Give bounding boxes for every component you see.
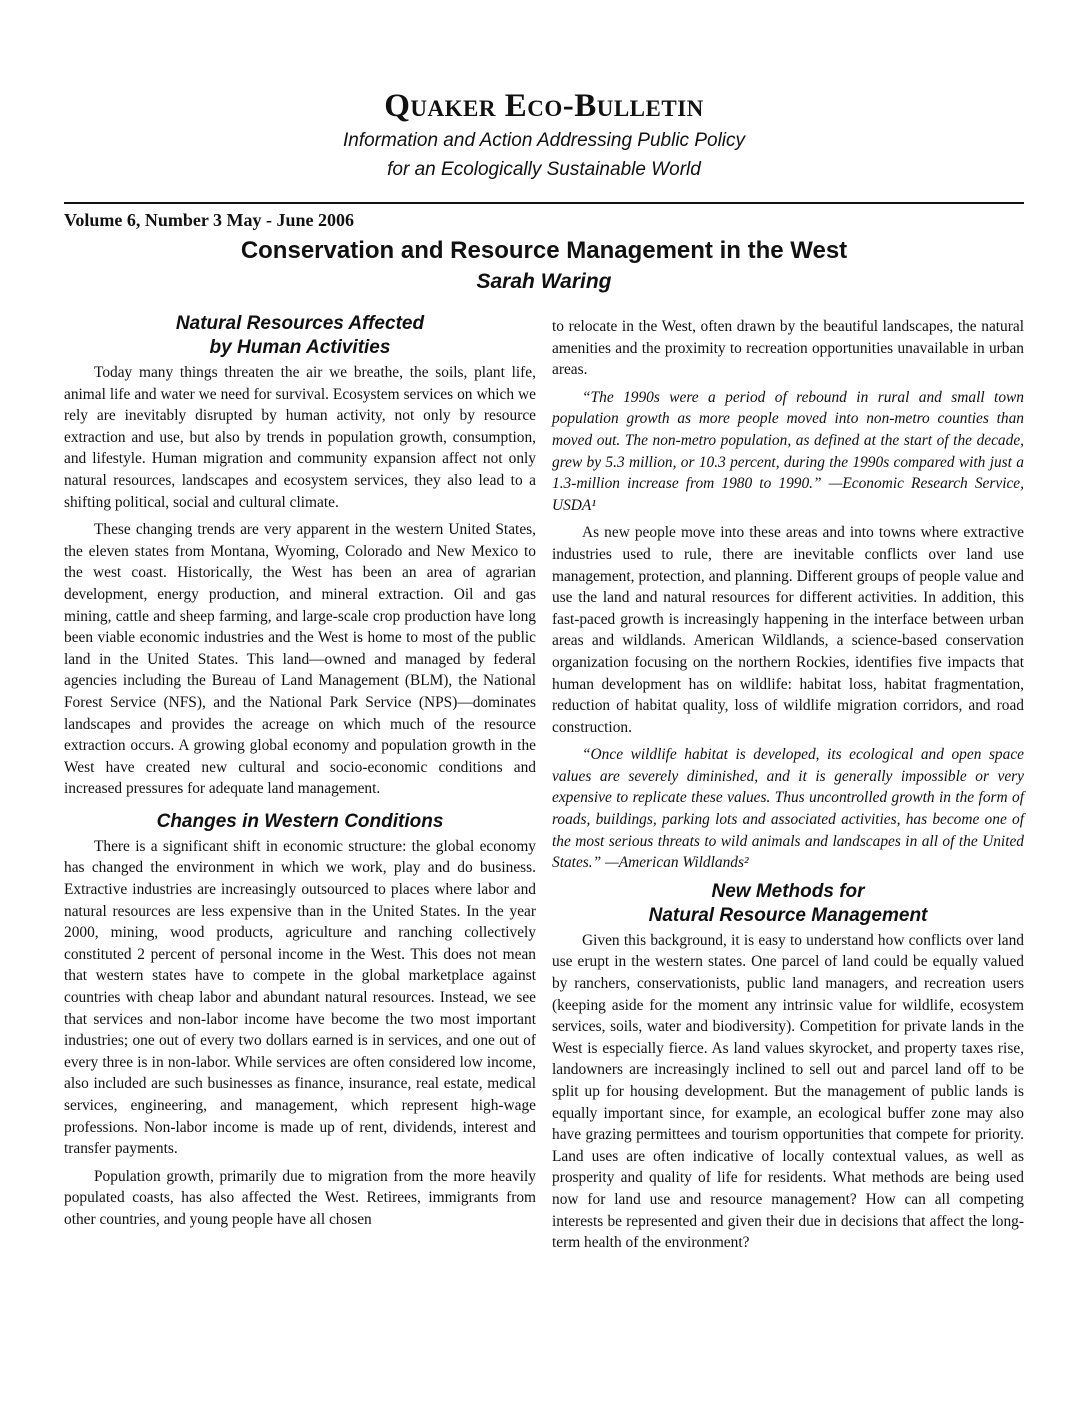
heading-line: by Human Activities (209, 337, 391, 358)
paragraph: There is a significant shift in economic structure: the global economy has changed the environment in which we work, play and do business. Extractive industries are increasingly outsourced to places where labor and natural resources are less expensive than in the United States. In the year 2000, mining, wood products, agriculture and ranching collectively constituted 2 percent of personal income in the West. This does not mean that western states have to compete in the global marketplace against countries with cheap labor and abundant natural resources. Instead, we see that services and non-labor income have become the two most important industries; one out of every two dollars earned is in services, and one out of every three is in non-labor. While services are often considered low income, also included are such businesses as finance, insurance, real estate, medical services, engineering, and management, which represent high-wage professions. Non-labor income is made up of rent, dividends, interest and transfer payments. (64, 837, 536, 1158)
paragraph: Today many things threaten the air we breathe, the soils, plant life, animal life and water we need for survival. Ecosystem services on which we rely are inevitably disrupted by human activity, not only by resource extraction and use, but also by trends in population growth, consumption, and lifestyle. Human migration and community expansion affect not only natural resources, landscapes and ecosystem services, they also lead to a shifting political, social and cultural climate. (64, 364, 536, 511)
newsletter-subtitle-line2: for an Ecologically Sustainable World (387, 159, 701, 180)
section-heading-new-methods (552, 880, 1024, 928)
article-author: Sarah Waring (476, 270, 612, 293)
section-heading-western-conditions: Changes in Western Conditions (156, 810, 444, 832)
paragraph: These changing trends are very apparent in the western United States, the eleven states from Montana, Wyoming, Colorado and New Mexico to the west coast. Historically, the West has been an area of agrarian development, energy production, and mineral extraction. Oil and gas mining, cattle and sheep farming, and large-scale crop production have long been viable economic industries and the West is home to most of the public land in the United States. This land—owned and managed by federal agencies including the Bureau of Land Management (BLM), the National Forest Service (NFS), and the National Park Service (NPS)—dominates landscapes and provides the acreage on which much of the resource extraction occurs. A growing global economy and population growth in the West have created new cultural and socio-economic conditions and increased pressures for adequate land management. (64, 521, 536, 798)
section-heading-natural-resources (64, 312, 536, 360)
masthead (0, 86, 1088, 184)
paragraph: Given this background, it is easy to understand how conflicts over land use erupt in the western states. One parcel of land could be equally valued by ranchers, conservationists, public land managers, and recreation users (keeping aside for the moment any intrinsic value for wildlife, ecosystem services, soils, water and biodiversity). Competition for private lands in the West is especially fierce. As land values skyrocket, and property taxes rise, landowners are increasingly inclined to sell out and parcel land off to be split up for housing development. But the management of public lands is equally important since, for example, an ecological buffer zone may also have grazing permittees and tourism opportunities that compete for priority. Land uses are often indicative of locally contextual values, as well as prosperity and quality of life for residents. What methods are being used now for land use and resource management? How can all competing interests be represented and given their due in decisions that affect the long-term health of the environment? (552, 931, 1024, 1252)
heading-line: New Methods for (711, 880, 865, 902)
masthead-divider (64, 202, 1024, 204)
heading-line: Natural Resource Management (648, 904, 928, 926)
block-quote-american-wildlands: “Once wildlife habitat is developed, its ecological and open space values are severely diminished, and it is generally impossible or very expensive to replicate these values. Thus uncontrolled growth in the form of roads, buildings, parking lots and associated activities, has become one of the most serious threats to wild animals and landscapes in all of the United States.” —American Wildlands² (552, 746, 1024, 872)
issue-info: Volume 6, Number 3 May - June 2006 (64, 210, 355, 230)
article-title: Conservation and Resource Management in the West (240, 237, 848, 264)
newsletter-subtitle-line1: Information and Action Addressing Public Policy (342, 130, 746, 151)
right-column (552, 316, 1024, 1260)
paragraph: As new people move into these areas and into towns where extractive industries used to rule, there are inevitable conflicts over land use management, protection, and planning. Different groups of people value and use the land and natural resources for different activities. In addition, this fast-paced growth is increasingly happening in the interface between urban areas and wildlands. American Wildlands, a science-based conservation organization focusing on the northern Rockies, identifies five impacts that human development has on wildlife: habitat loss, habitat fragmentation, reduction of habitat quality, loss of wildlife migration corridors, and road construction. (552, 524, 1024, 736)
paragraph: Population growth, primarily due to migration from the more heavily populated coasts, has also affected the West. Retirees, immigrants from other countries, and young people have all chosen (64, 1167, 536, 1228)
paragraph: to relocate in the West, often drawn by the beautiful landscapes, the natural amenities and the proximity to recreation opportunities unavailable in urban areas. (552, 318, 1024, 379)
left-column (64, 312, 536, 1237)
heading-line: Natural Resources Affected (175, 313, 425, 334)
block-quote-usda: “The 1990s were a period of rebound in rural and small town population growth as more people moved into non-metro counties than moved out. The non-metro population, as defined at the start of the decade, grew by 5.3 million, or 10.3 percent, during the 1990s compared with just a 1.3-million increase from 1980 to 1990.” —Economic Research Service, USDA¹ (552, 388, 1024, 514)
newsletter-title: Quaker Eco-Bulletin (384, 88, 704, 124)
